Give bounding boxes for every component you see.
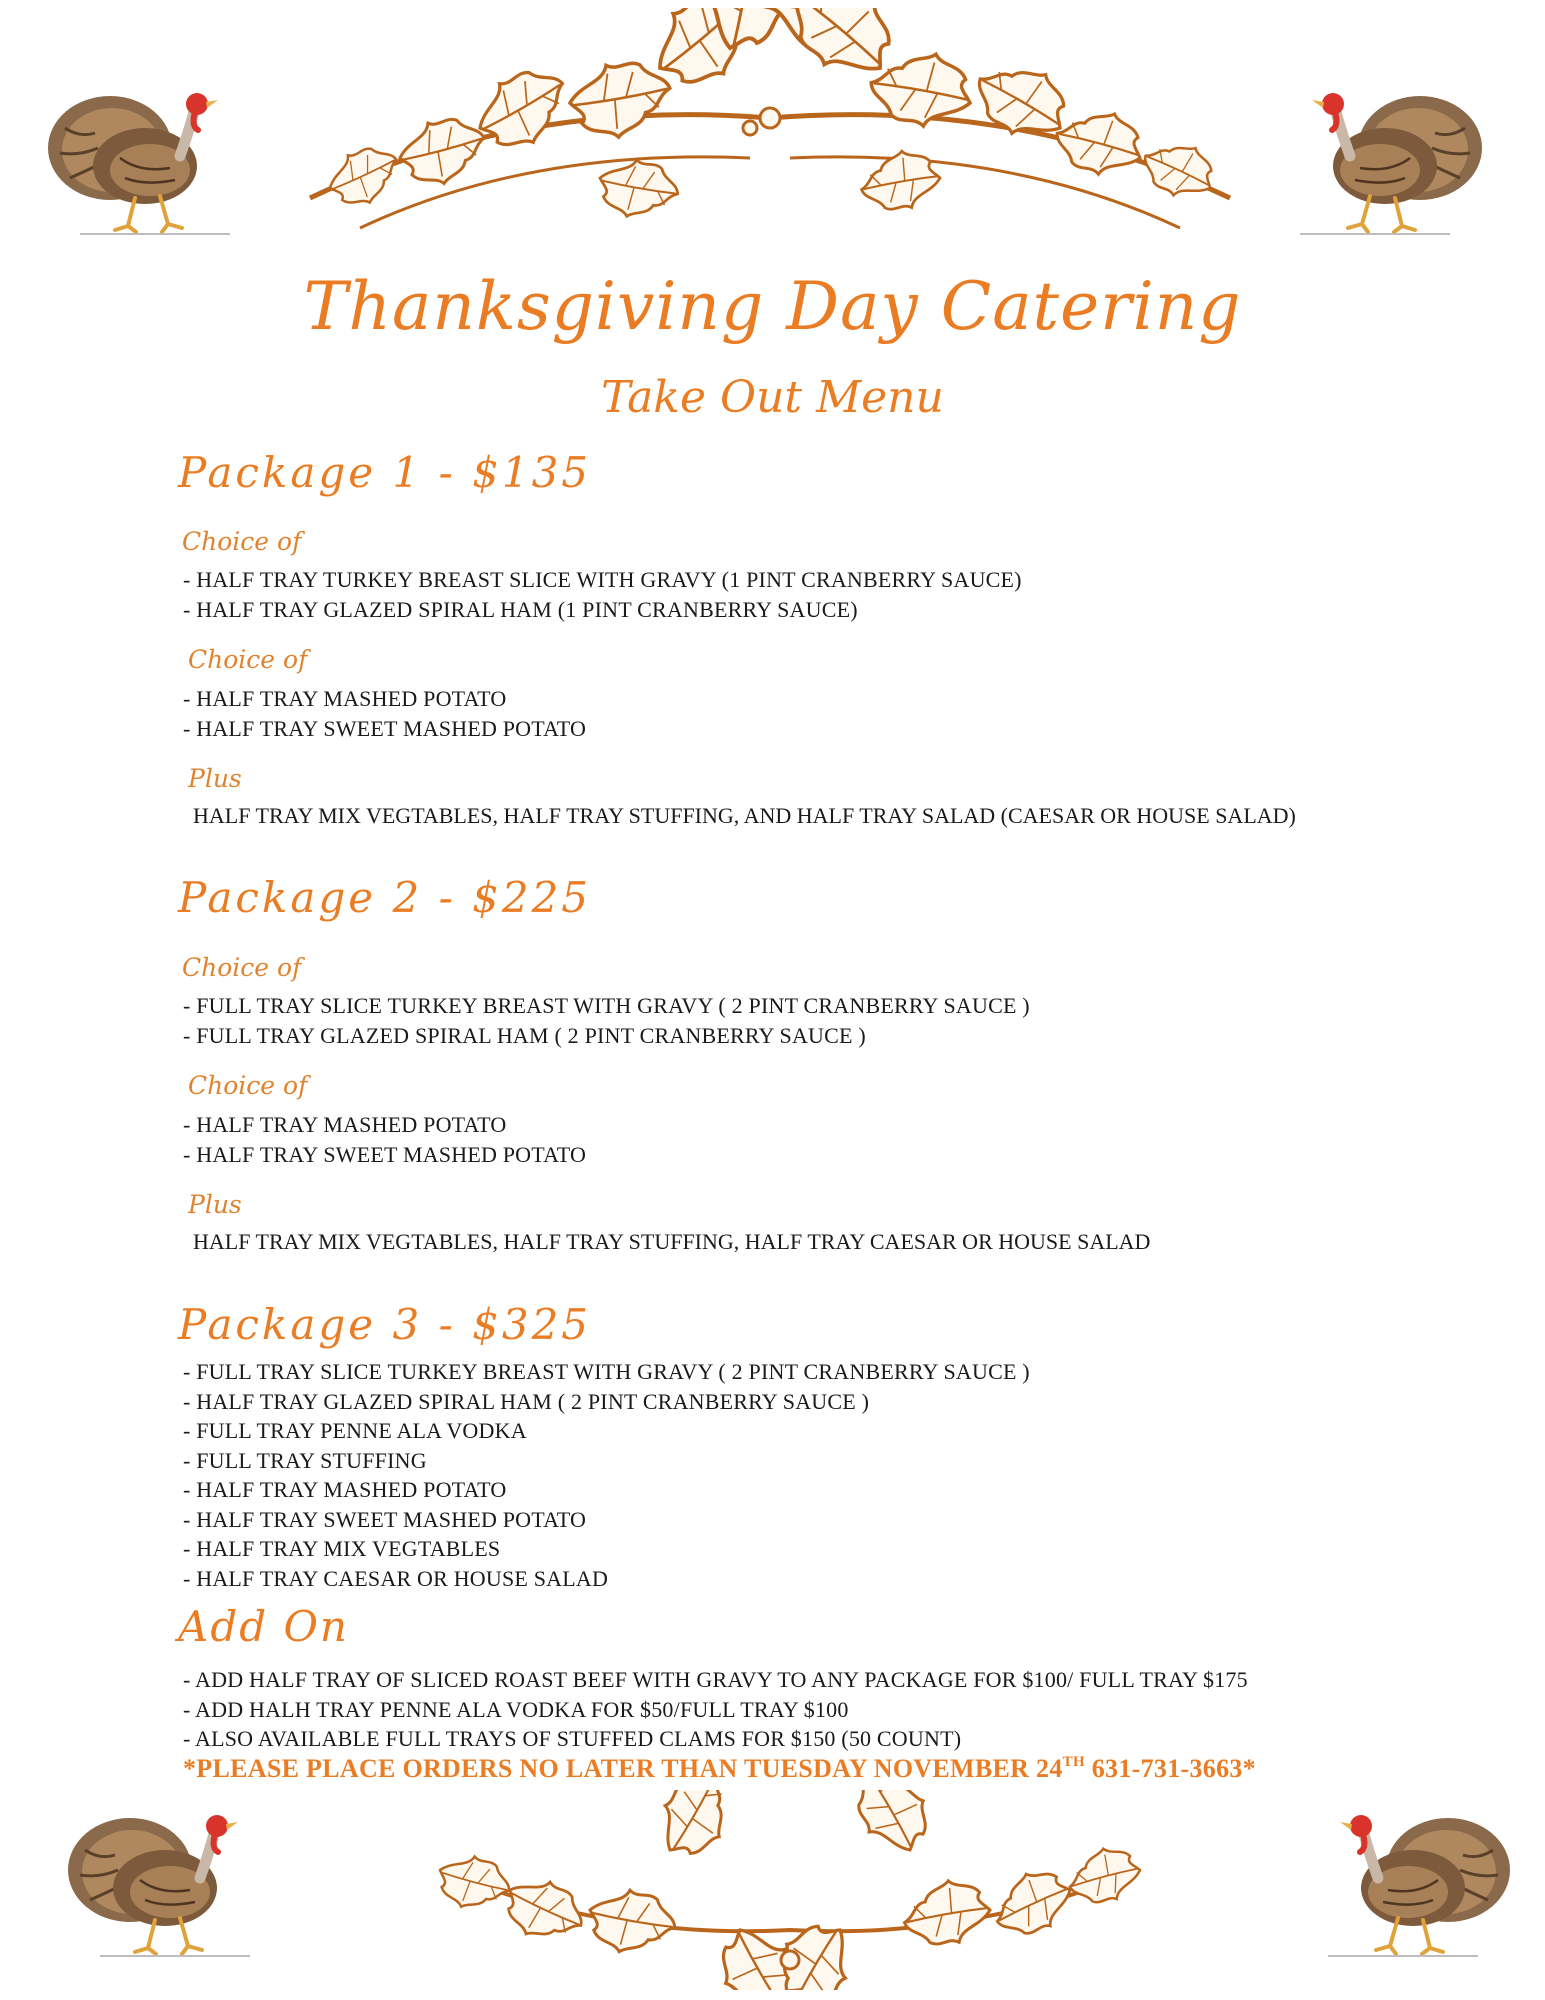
turkey-bottom-left-icon <box>60 1800 260 1960</box>
list-item: - FULL TRAY GLAZED SPIRAL HAM ( 2 PINT CRANBERRY SAUCE ) <box>183 1022 866 1048</box>
list-item: - HALF TRAY TURKEY BREAST SLICE WITH GRAVY (1 PINT CRANBERRY SAUCE) <box>183 567 1022 592</box>
bottom-leaf-wreath-icon <box>410 1790 1170 1990</box>
list-item: - HALF TRAY MIX VEGTABLES <box>183 1536 501 1561</box>
package-1-title: Package 1 - $135 <box>178 448 592 497</box>
package-1-choice-1-label: Choice of <box>182 527 302 556</box>
add-on-title: Add On <box>178 1602 349 1651</box>
list-item: - ADD HALH TRAY PENNE ALA VODKA FOR $50/FULL TRAY $100 <box>183 1696 849 1722</box>
add-on-list <box>183 1665 1248 1754</box>
list-item: - HALF TRAY CAESAR OR HOUSE SALAD <box>183 1565 609 1591</box>
list-item: - HALF TRAY GLAZED SPIRAL HAM ( 2 PINT CRANBERRY SAUCE ) <box>183 1388 870 1414</box>
package-2-choice-2-label: Choice of <box>188 1071 308 1100</box>
package-3-list <box>183 1357 1030 1593</box>
list-item: - FULL TRAY STUFFING <box>183 1447 427 1473</box>
page-title: Thanksgiving Day Catering <box>303 268 1242 345</box>
turkey-bottom-right-icon <box>1318 1800 1518 1960</box>
list-item: - HALF TRAY MASHED POTATO <box>183 686 507 711</box>
package-2-choice-2-list <box>183 1110 586 1169</box>
list-item: - HALF TRAY MASHED POTATO <box>183 1112 507 1137</box>
list-item: - FULL TRAY SLICE TURKEY BREAST WITH GRAVY ( 2 PINT CRANBERRY SAUCE ) <box>183 993 1030 1018</box>
package-2-choice-1-list <box>183 991 1030 1050</box>
list-item: - FULL TRAY SLICE TURKEY BREAST WITH GRAVY ( 2 PINT CRANBERRY SAUCE ) <box>183 1359 1030 1384</box>
package-2-plus-text: HALF TRAY MIX VEGTABLES, HALF TRAY STUFFING, HALF TRAY CAESAR OR HOUSE SALAD <box>193 1229 1151 1254</box>
list-item: - HALF TRAY SWEET MASHED POTATO <box>183 1506 587 1532</box>
list-item: - HALF TRAY SWEET MASHED POTATO <box>183 1141 587 1167</box>
list-item: - ALSO AVAILABLE FULL TRAYS OF STUFFED CLAMS FOR $150 (50 COUNT) <box>183 1726 962 1751</box>
list-item: - HALF TRAY GLAZED SPIRAL HAM (1 PINT CRANBERRY SAUCE) <box>183 596 858 622</box>
package-1-choice-1-list <box>183 565 1022 624</box>
turkey-top-left-icon <box>40 78 240 238</box>
top-leaf-wreath-icon <box>270 8 1270 268</box>
list-item: - HALF TRAY MASHED POTATO <box>183 1477 507 1502</box>
list-item: - FULL TRAY PENNE ALA VODKA <box>183 1418 527 1443</box>
notice-superscript: TH <box>1062 1754 1085 1770</box>
package-1-plus-text: HALF TRAY MIX VEGTABLES, HALF TRAY STUFFING, AND HALF TRAY SALAD (CAESAR OR HOUSE SALAD) <box>193 803 1296 828</box>
package-1-choice-2-label: Choice of <box>188 645 308 674</box>
package-1-choice-2-list <box>183 684 586 743</box>
list-item: - HALF TRAY SWEET MASHED POTATO <box>183 715 587 741</box>
package-3-title: Package 3 - $325 <box>178 1300 592 1349</box>
package-2-title: Package 2 - $225 <box>178 873 592 922</box>
order-deadline-notice <box>183 1754 1256 1784</box>
package-1-plus-label: Plus <box>188 764 242 793</box>
package-2-plus-label: Plus <box>188 1190 242 1219</box>
notice-phone: 631-731-3663* <box>1084 1754 1256 1783</box>
package-2-choice-1-label: Choice of <box>182 953 302 982</box>
list-item: - ADD HALF TRAY OF SLICED ROAST BEEF WITH GRAVY TO ANY PACKAGE FOR $100/ FULL TRAY $175 <box>183 1667 1248 1692</box>
page-subtitle: Take Out Menu <box>601 372 944 423</box>
turkey-top-right-icon <box>1290 78 1490 238</box>
notice-text: *PLEASE PLACE ORDERS NO LATER THAN TUESDAY NOVEMBER 24 <box>183 1754 1063 1783</box>
